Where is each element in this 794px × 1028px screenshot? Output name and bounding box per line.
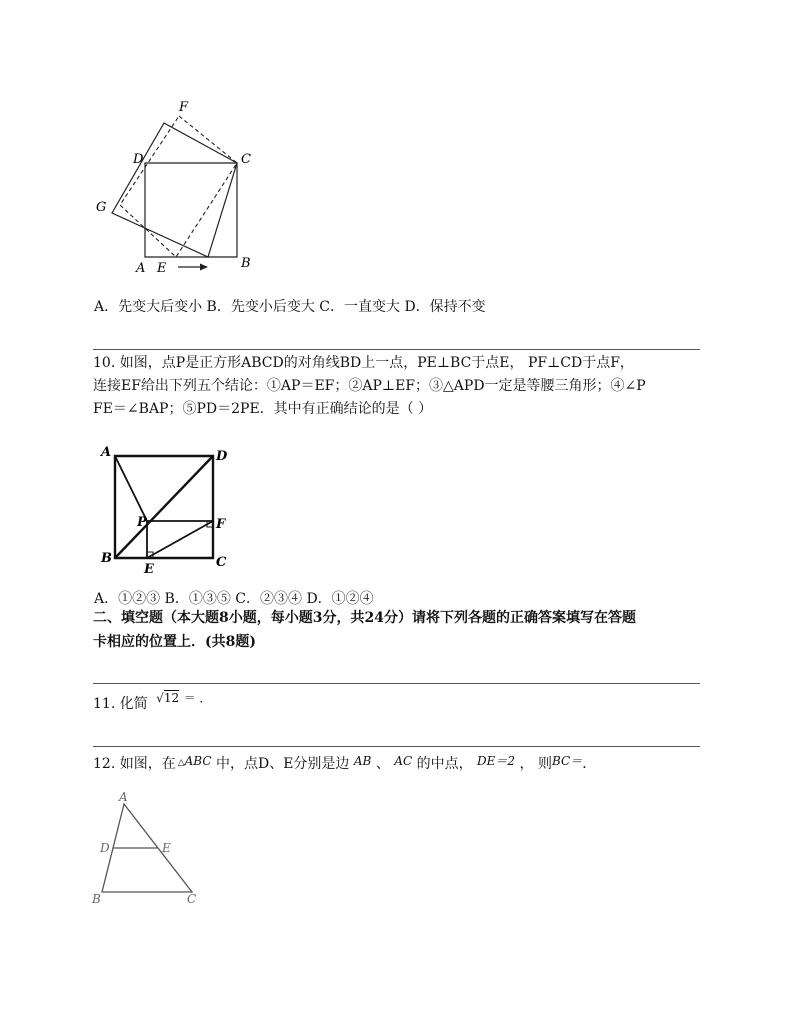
q10-line-1: 10. 如图，点P是正方形ABCD的对角线BD上一点，PE⊥BC于点E， PF⊥CD于点F， [93, 355, 634, 371]
q9-solid-square [112, 123, 237, 257]
section-2-heading-line-2: 卡相应的位置上．(共8题) [93, 634, 256, 650]
q10-label-a: A [101, 445, 112, 460]
q10-segment-ap [115, 456, 147, 521]
q12-label-a: A [119, 790, 128, 804]
q12-bc: BC＝ [551, 754, 583, 768]
q10-label-b: B [101, 551, 112, 566]
q12-figure [88, 788, 213, 910]
q11-radicand: 12 [163, 691, 180, 705]
q9-label-f: F [179, 100, 189, 115]
q12-ac: AC [394, 754, 413, 768]
q10-label-e: E [144, 562, 154, 577]
q9-label-c: C [241, 152, 251, 167]
q9-label-e: E [157, 261, 167, 276]
q12-de: DE＝2 [477, 754, 516, 768]
q12-triangle-symbol: △ [177, 758, 185, 768]
q12-prefix: 12. 如图，在 [93, 756, 176, 772]
q9-label-g: G [96, 200, 107, 215]
q9-label-b: B [241, 256, 251, 271]
q12-label-d: D [100, 841, 110, 855]
divider-3 [93, 746, 700, 747]
q12-mid-3: ， 则 [519, 756, 552, 772]
q10-diagonal-bd [115, 456, 213, 558]
q12-line [93, 753, 596, 777]
q9-figure [90, 95, 270, 280]
q10-label-d: D [216, 449, 228, 464]
q10-line-3: FE＝∠BAP；⑤PD＝2PE．其中有正确结论的是（ ） [93, 401, 433, 417]
section-2-heading-line-1: 二、填空题（本大题8小题，每小题3分，共24分）请将下列各题的正确答案填写在答题 [93, 610, 636, 626]
q12-separator: 、 [375, 756, 390, 772]
q12-mid-1: 中，点D、E分别是边 [215, 756, 350, 772]
q9-arrow-head [200, 264, 208, 271]
q9-options: A．先变大后变小 B．先变小后变大 C．一直变大 D．保持不变 [94, 299, 486, 315]
q11-line [93, 693, 211, 715]
q9-label-a: A [136, 261, 146, 276]
q10-line-2: 连接EF给出下列五个结论：①AP＝EF；②AP⊥EF；③△APD一定是等腰三角形；④∠P [93, 378, 646, 394]
q10-options: A．①②③ B．①③⑤ C．②③④ D．①②④ [94, 591, 374, 607]
q11-prefix: 11. 化简 [93, 696, 148, 712]
q9-dashed-square [120, 116, 237, 257]
q9-label-d: D [133, 152, 144, 167]
q10-figure [95, 440, 240, 578]
q10-label-c: C [216, 555, 227, 570]
q9-square-abcd [145, 163, 237, 257]
divider-1 [93, 349, 700, 350]
q12-end: ． [582, 756, 597, 772]
q10-segment-ef [147, 521, 213, 558]
q12-label-b: B [92, 892, 101, 906]
q12-ab: AB [353, 754, 372, 768]
q12-label-c: C [187, 892, 197, 906]
q10-label-f: F [216, 517, 226, 532]
q10-label-p: P [137, 515, 147, 530]
q12-triangle-name: ABC [184, 754, 212, 768]
q11-suffix: ＝ ． [183, 691, 212, 705]
divider-2 [93, 683, 700, 684]
q12-mid-2: 的中点， [416, 756, 473, 772]
q12-label-e: E [162, 841, 171, 855]
q11-sqrt: √12 [156, 691, 180, 705]
